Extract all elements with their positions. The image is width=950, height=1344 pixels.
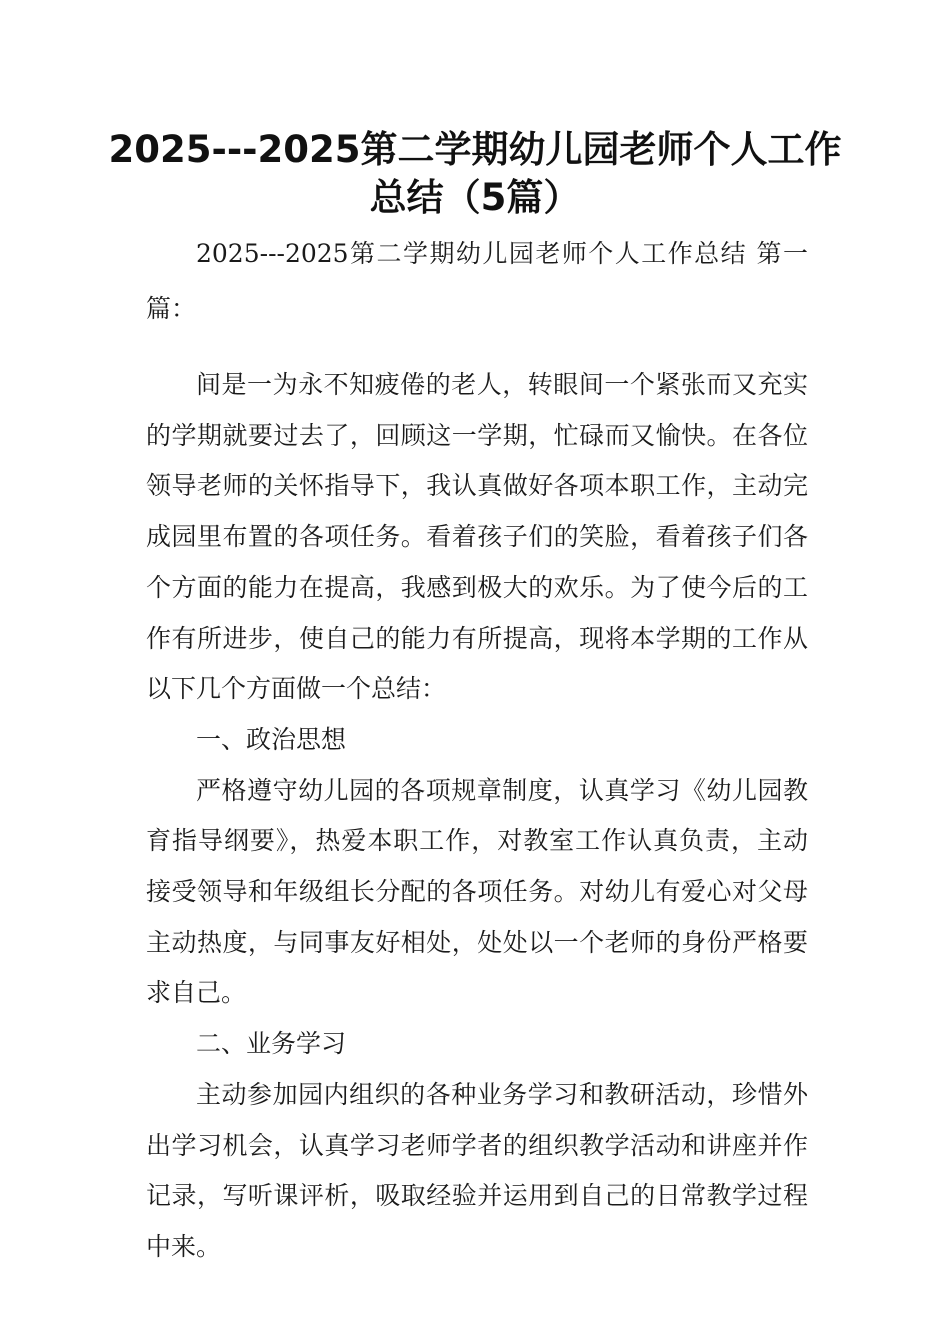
- body-paragraph-politics: 严格遵守幼儿园的各项规章制度，认真学习《幼儿园教育指导纲要》，热爱本职工作，对教室工作认真负责，主动接受领导和年级组长分配的各项任务。对幼儿有爱心对父母主动热度，与同事友好相处，处处以一个老师的身份严格要求自己。: [146, 775, 808, 1008]
- document-title-line-2: 总结（5篇）: [369, 176, 581, 219]
- body-paragraph-overview: 间是一为永不知疲倦的老人，转眼间一个紧张而又充实的学期就要过去了，回顾这一学期，忙碌而又愉快。在各位领导老师的关怀指导下，我认真做好各项本职工作，主动完成园里布置的各项任务。看着孩子们的笑脸，看着孩子们各个方面的能力在提高，我感到极大的欢乐。为了使今后的工作有所进步，使自己的能力有所提高，现将本学期的工作从以下几个方面做一个总结：: [146, 370, 808, 704]
- section-heading-study: 二、业务学习: [196, 1029, 347, 1059]
- section-intro-paragraph: 2025---2025第二学期幼儿园老师个人工作总结 第一篇：: [146, 239, 808, 323]
- body-paragraph-study: 主动参加园内组织的各种业务学习和教研活动，珍惜外出学习机会，认真学习老师学者的组织教学活动和讲座并作记录，写听课评析，吸取经验并运用到自己的日常教学过程中来。: [146, 1079, 808, 1261]
- document-body: [146, 226, 808, 1273]
- section-heading-politics: 一、政治思想: [196, 724, 347, 754]
- document-title-line-1: 2025---2025第二学期幼儿园老师个人工作: [108, 128, 842, 171]
